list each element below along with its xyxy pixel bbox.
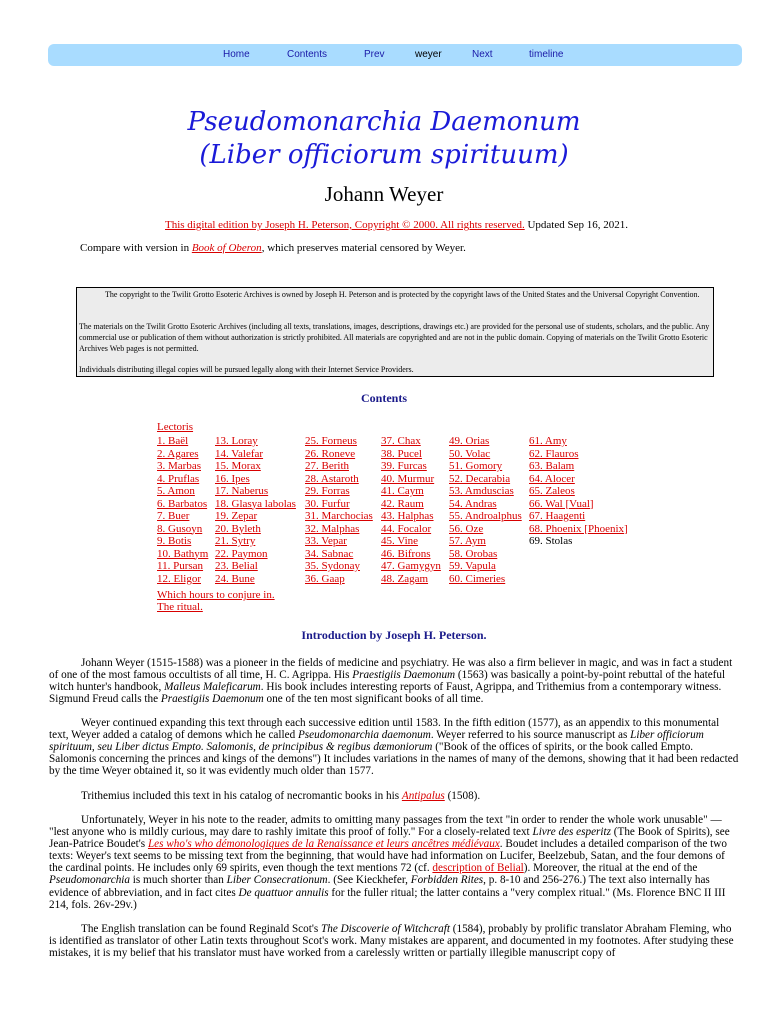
toc-demon-link[interactable]: 20. Byleth [215, 522, 261, 535]
toc-demon-link[interactable]: 25. Forneus [305, 435, 357, 447]
navigation-bar [48, 44, 742, 66]
toc-demon-link[interactable]: 58. Orobas [449, 547, 498, 560]
toc-demon-link[interactable]: 43. Halphas [381, 510, 434, 522]
toc-demon-link[interactable]: 13. Loray [215, 435, 258, 447]
toc-demon-link[interactable]: 47. Gamygyn [381, 560, 441, 572]
copyright-box [76, 287, 714, 377]
toc-demon-link[interactable]: 14. Valefar [215, 447, 264, 460]
nav-prev-link[interactable]: Prev [364, 49, 385, 60]
compare-text-end: , which preserves material censored by Weyer. [261, 242, 466, 254]
description-of-belial-link[interactable]: description of Belial [432, 862, 524, 875]
toc-demon-link[interactable]: 31. Marchocias [305, 510, 373, 522]
toc-demon-link[interactable]: 56. Oze [449, 522, 484, 535]
toc-demon-link[interactable]: 45. Vine [381, 535, 419, 547]
page-title-line-2: (Liber officiorum spirituum) [199, 140, 569, 170]
toc-demon-link[interactable]: 55. Androalphus [449, 510, 522, 522]
toc-demon-link[interactable]: 18. Glasya labolas [215, 497, 296, 510]
toc-demon-link[interactable]: 1. Baël [157, 435, 189, 447]
contents-heading: Contents [360, 391, 407, 405]
toc-demon-link[interactable]: 50. Volac [449, 447, 491, 460]
copyright-paragraph-2: The materials on the Twilit Grotto Esoteric Archives (including all texts, translations, images, descriptions, drawings etc.) are provided for the personal use of students, scholars, and the public. Any commercial use or publication of them without authorization is strictly prohibited. All materials are copyrighted and are not in the public domain. Copying of materials on the Twilit Grotto Esoteric Archives Web pages is not permitted. [79, 322, 710, 353]
toc-demon-link[interactable]: 28. Astaroth [305, 472, 359, 485]
compare-note [80, 242, 466, 254]
toc-demon-link[interactable]: 19. Zepar [215, 510, 258, 522]
toc-demon-link[interactable]: 29. Forras [305, 485, 350, 497]
toc-demon-link[interactable]: 35. Sydonay [305, 560, 360, 572]
toc-demon-link[interactable]: 52. Decarabia [449, 472, 511, 485]
antipalus-link[interactable]: Antipalus [401, 790, 445, 802]
toc-demon-link[interactable]: 33. Vepar [305, 535, 347, 547]
toc-demon-link[interactable]: 16. Ipes [215, 472, 250, 485]
toc-demon-link[interactable]: 57. Aym [449, 535, 486, 547]
toc-demon-link[interactable]: 40. Murmur [381, 472, 435, 485]
toc-demon-link[interactable]: 3. Marbas [157, 460, 201, 472]
toc-demon-link[interactable]: 36. Gaap [305, 572, 345, 585]
toc-demon-link[interactable]: 21. Sytry [215, 535, 256, 547]
toc-demon-link[interactable]: 41. Caym [381, 485, 424, 497]
copyright-link[interactable]: This digital edition by Joseph H. Peterson, Copyright © 2000. All rights reserved. [165, 219, 525, 231]
toc-demon-link[interactable]: 64. Alocer [529, 472, 575, 485]
toc-hours-link[interactable]: Which hours to conjure in. [157, 589, 275, 601]
toc-demon-link[interactable]: 62. Flauros [529, 447, 579, 460]
copyright-paragraph-1: The copyright to the Twilit Grotto Esoteric Archives is owned by Joseph H. Peterson and is protected by the copyright laws of the United States and the Universal Copyright Convention. [105, 290, 700, 299]
toc-demon-link[interactable]: 24. Bune [215, 572, 255, 585]
toc-demon-link[interactable]: 2. Agares [157, 447, 199, 460]
toc-demon-link[interactable]: 6. Barbatos [157, 497, 208, 510]
toc-demon-link[interactable]: 65. Zaleos [529, 485, 575, 497]
toc-demon-link[interactable]: 7. Buer [157, 510, 190, 522]
toc-demon-link[interactable]: 46. Bifrons [381, 547, 431, 560]
toc-demon-link[interactable]: 49. Orias [449, 435, 490, 447]
author-name: Johann Weyer [324, 182, 444, 206]
toc-demon-link[interactable]: 12. Eligor [157, 572, 201, 585]
page-title-line-1: Pseudomonarchia Daemonum [187, 107, 581, 137]
nav-current-page: weyer [415, 49, 442, 60]
toc-demon-link[interactable]: 69. Stolas [529, 535, 573, 547]
toc-demon-link[interactable]: 66. Wal [Vual] [529, 497, 594, 510]
compare-text: Compare with version in [80, 242, 192, 254]
toc-demon-link[interactable]: 22. Paymon [215, 547, 268, 560]
toc-demon-link[interactable]: 48. Zagam [381, 572, 429, 585]
toc-demon-link[interactable]: 67. Haagenti [529, 510, 586, 522]
toc-ritual-link[interactable]: The ritual. [157, 601, 203, 613]
intro-paragraph-1: Johann Weyer (1515-1588) was a pioneer in the fields of medicine and psychiatry. He was also a firm believer in magic, and was in fact a student of one of the most famous occultists of all time, H. C. Agrippa. His Praestigiis Daemonum (1563) was basically a point-by-point rebuttal of the hateful witch hunter's handbook, Malleus Maleficarum. His book includes interesting reports of Faust, Agrippa, and Trithemius from a contemporary witness. Sigmund Freud calls the Praestigiis Daemonum one of the ten most significant books of all time. [49, 657, 733, 706]
toc-demon-link[interactable]: 34. Sabnac [305, 547, 354, 560]
toc-demon-link[interactable]: 63. Balam [529, 460, 575, 472]
copyright-notice [165, 219, 628, 231]
toc-demon-link[interactable]: 61. Amy [529, 435, 567, 447]
toc-demon-link[interactable]: 38. Pucel [381, 447, 422, 460]
intro-paragraph-5: The English translation can be found Reginald Scot's The Discoverie of Witchcraft (1584), probably by prolific translator Abraham Fleming, who is identified as translator of other Latin texts throughout Scot's work. Many mistakes are apparent, and documented in my footnotes. After studying these mistakes, it is my belief that his translator must have worked from a carelessly written or partially illegible manuscript copy of [49, 923, 734, 960]
toc-demon-link[interactable]: 26. Roneve [305, 447, 356, 460]
introduction-heading: Introduction by Joseph H. Peterson. [301, 628, 487, 642]
toc-demon-link[interactable]: 68. Phoenix [Phoenix] [529, 522, 628, 535]
toc-demon-link[interactable]: 39. Furcas [381, 460, 427, 472]
toc-demon-link[interactable]: 9. Botis [157, 535, 192, 547]
copyright-paragraph-3: Individuals distributing illegal copies will be pursued legally along with their Internet Service Providers. [79, 365, 414, 374]
toc-demon-link[interactable]: 54. Andras [449, 497, 497, 510]
toc-demon-link[interactable]: 44. Focalor [381, 522, 432, 535]
nav-timeline-link[interactable]: timeline [529, 49, 564, 60]
toc-demon-link[interactable]: 4. Pruflas [157, 472, 200, 485]
toc-demon-link[interactable]: 15. Morax [215, 460, 261, 472]
intro-paragraph-3: Trithemius included this text in his catalog of necromantic books in his Antipalus (1508). [81, 790, 481, 802]
toc-lectoris-link[interactable]: Lectoris [157, 421, 194, 433]
intro-paragraph-4: Unfortunately, Weyer in his note to the reader, admits to omitting many passages from the text "in order to render the whole work unusable" — "lest anyone who is mildly curious, may dare to rashly imitate this proof of folly." For a closely-related text Livre des esperitz (The Book of Spirits), see Jean-Patrice Boudet's Les who's who démonologiques de la Renaissance et leurs ancêtres médiévaux. Boudet includes a detailed comparison of the two texts: Weyer's text seems to be missing text from the beginning, that would have had information on Lucifer, Beelzebub, Satan, and the four demons of the cardinal points. He includes only 69 spirits, even though the text mentions 72 (cf. description of Belial). Moreover, the ritual at the end of the Pseudomonarchia is much shorter than Liber Consecrationum. (See Kieckhefer, Forbidden Rites, p. 8-10 and 256-276.) The text also internally has evidence of abbreviation, and in fact cites De quattuor annulis for the fuller ritual; the latter contains a "very complex ritual." (Ms. Florence BNC II III 214, fols. 26v-29v.) [49, 814, 730, 911]
toc-demon-link[interactable]: 27. Berith [305, 460, 349, 472]
toc-demon-link[interactable]: 8. Gusoyn [157, 522, 203, 535]
boudet-article-link[interactable]: Les who's who démonologiques de la Renaissance et leurs ancêtres médiévaux [147, 838, 500, 851]
toc-demon-link[interactable]: 60. Cimeries [449, 572, 506, 585]
nav-next-link[interactable]: Next [472, 49, 493, 60]
toc-demon-link[interactable]: 37. Chax [381, 435, 421, 447]
toc-demon-link[interactable]: 53. Amduscias [449, 485, 514, 497]
book-of-oberon-link[interactable]: Book of Oberon [191, 242, 262, 254]
toc-demon-link[interactable]: 10. Bathym [157, 547, 209, 560]
toc-demon-link[interactable]: 30. Furfur [305, 497, 350, 510]
toc-demon-link[interactable]: 59. Vapula [449, 560, 496, 572]
toc-demon-link[interactable]: 11. Pursan [157, 560, 204, 572]
nav-home-link[interactable]: Home [223, 49, 250, 60]
intro-paragraph-2: Weyer continued expanding this text through each successive edition until 1583. In the fifth edition (1577), as an appendix to this monumental text, Weyer added a catalog of demons which he called Pseudomonarchia daemonum. Weyer referred to his source manuscript as Liber officiorum spirituum, seu Liber dictus Empto. Salomonis, de principibus & regibus dæmoniorum ("Book of the offices of spirits, or the book called Empto. Salomonis concerning the princes and kings of the demons") It includes variations in the names of many of the demons, showing that it had been redacted by the time Weyer obtained it, so it was evidently much older than 1577. [49, 717, 739, 778]
nav-contents-link[interactable]: Contents [287, 49, 328, 60]
toc-demon-link[interactable]: 42. Raum [381, 497, 424, 510]
toc-demon-link[interactable]: 17. Naberus [215, 485, 269, 497]
updated-date: Updated Sep 16, 2021. [524, 219, 628, 231]
toc-demon-link[interactable]: 5. Amon [157, 485, 195, 497]
toc-demon-link[interactable]: 32. Malphas [305, 522, 360, 535]
toc-demon-link[interactable]: 51. Gomory [449, 460, 503, 472]
toc-demon-link[interactable]: 23. Belial [215, 560, 258, 572]
